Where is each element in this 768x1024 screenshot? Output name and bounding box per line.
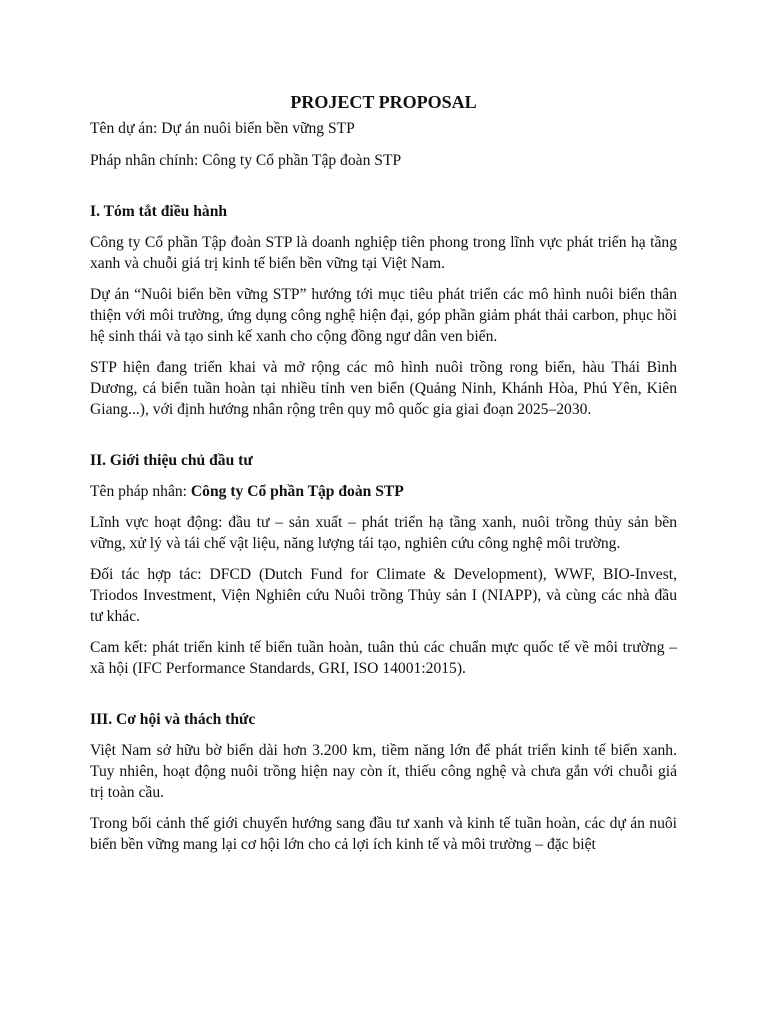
entity-name: Công ty Cổ phần Tập đoàn STP bbox=[190, 483, 404, 500]
paragraph: Trong bối cảnh thế giới chuyển hướng sang đầu tư xanh và kinh tế tuần hoàn, các dự án nuôi biển bền vững mang lại cơ hội lớn cho cả lợi ích kinh tế và môi trường – đặc biệt bbox=[90, 815, 677, 853]
paragraph: Lĩnh vực hoạt động: đầu tư – sản xuất – phát triển hạ tầng xanh, nuôi trồng thủy sản bền vững, xử lý và tái chế vật liệu, năng lượng tái tạo, nghiên cứu công nghệ môi trường. bbox=[90, 514, 677, 552]
paragraph: STP hiện đang triển khai và mở rộng các mô hình nuôi trồng rong biển, hàu Thái Bình Dương, cá biển tuần hoàn tại nhiều tỉnh ven biển (Quảng Ninh, Khánh Hòa, Phú Yên, Kiên Giang...), với định hướng nhân rộng trên quy mô quốc gia giai đoạn 2025–2030. bbox=[90, 359, 677, 418]
entity-line bbox=[90, 481, 677, 502]
section-heading-investor-intro: II. Giới thiệu chủ đầu tư bbox=[90, 452, 253, 469]
document-title: PROJECT PROPOSAL bbox=[290, 92, 477, 112]
section-heading-opportunities-challenges: III. Cơ hội và thách thức bbox=[90, 711, 256, 728]
project-name: Tên dự án: Dự án nuôi biển bền vững STP bbox=[90, 120, 355, 137]
section-heading-executive-summary: I. Tóm tắt điều hành bbox=[90, 203, 228, 220]
paragraph: Việt Nam sở hữu bờ biển dài hơn 3.200 km, tiềm năng lớn để phát triển kinh tế biển xanh. Tuy nhiên, hoạt động nuôi trồng hiện nay còn ít, thiếu công nghệ và chưa gắn với chuỗi giá trị toàn cầu. bbox=[90, 742, 677, 801]
entity-label: Tên pháp nhân: bbox=[90, 483, 191, 500]
paragraph: Công ty Cổ phần Tập đoàn STP là doanh nghiệp tiên phong trong lĩnh vực phát triển hạ tầng xanh và chuỗi giá trị kinh tế biển bền vững tại Việt Nam. bbox=[90, 234, 677, 272]
paragraph: Dự án “Nuôi biển bền vững STP” hướng tới mục tiêu phát triển các mô hình nuôi biển thân thiện với môi trường, ứng dụng công nghệ hiện đại, góp phần giảm phát thải carbon, phục hồi hệ sinh thái và tạo sinh kế xanh cho cộng đồng ngư dân ven biển. bbox=[90, 286, 677, 345]
legal-entity: Pháp nhân chính: Công ty Cổ phần Tập đoàn STP bbox=[90, 152, 402, 169]
document-page bbox=[90, 90, 677, 865]
paragraph: Cam kết: phát triển kinh tế biển tuần hoàn, tuân thủ các chuẩn mực quốc tế về môi trường – xã hội (IFC Performance Standards, GRI, ISO 14001:2015). bbox=[90, 639, 677, 677]
paragraph: Đối tác hợp tác: DFCD (Dutch Fund for Climate & Development), WWF, BIO-Invest, Triodos Investment, Viện Nghiên cứu Nuôi trồng Thủy sản I (NIAPP), và cùng các nhà đầu tư khác. bbox=[90, 566, 677, 625]
